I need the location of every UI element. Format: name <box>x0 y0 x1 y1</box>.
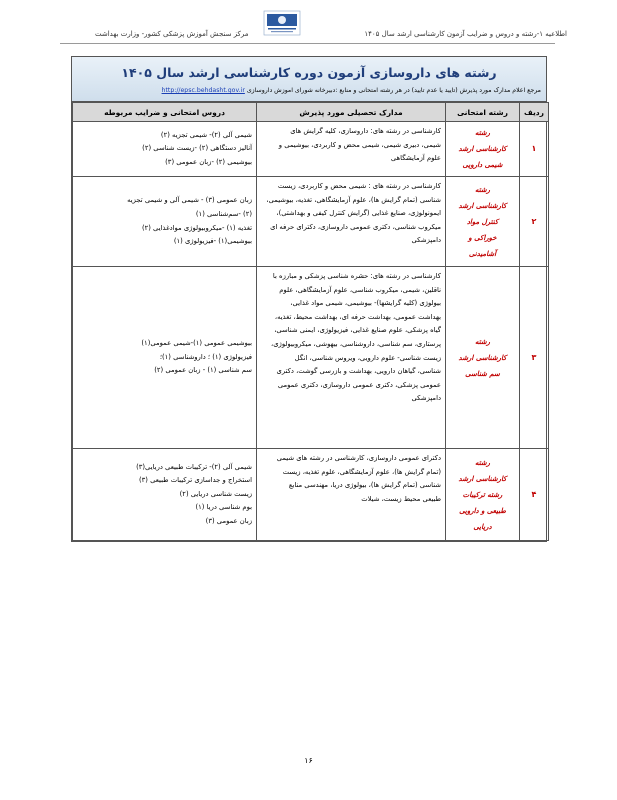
degrees-cell <box>257 267 446 449</box>
courses-line: تغذیه (۱) -میکروبیولوژی موادغذایی (۲) <box>141 223 252 232</box>
field-name-line: کارشناسی ارشد <box>458 145 507 153</box>
courses-cell <box>73 122 257 177</box>
table-banner <box>72 57 546 102</box>
degrees-cell <box>257 177 446 267</box>
row-index: ۴ <box>520 449 549 541</box>
degrees-line: علوم آزمایشگاهی <box>390 154 441 163</box>
header-courses: دروس امتحانی و ضرایب مربوطه <box>73 103 257 122</box>
row-index: ۳ <box>520 267 549 449</box>
field-name-cell <box>446 449 520 541</box>
field-name-line: رشته ترکیبات <box>462 490 503 499</box>
field-name-line: کارشناسی ارشد <box>458 474 507 483</box>
degrees-line: کارشناسی در رشته های: داروسازی، کلیه گرایش های <box>290 127 441 135</box>
degrees-line: کارشناسی در رشته های: حشره شناسی پزشکی و مبارزه با <box>272 272 441 280</box>
fields-table <box>72 102 549 541</box>
field-name-line: رشته <box>474 337 491 346</box>
header-index: ردیف <box>520 103 549 122</box>
courses-line: بیوشیمی(۱) -فیزیولوژی (۱) <box>173 237 252 246</box>
field-name-line: خوراکی و <box>468 233 497 242</box>
degrees-line: شناسی (تمام گرایش ها)، بیولوژی دریا، مهندسی منابع <box>288 481 441 490</box>
table-body <box>73 122 549 541</box>
courses-line: استخراج و جداسازی ترکیبات طبیعی (۳) <box>138 476 252 485</box>
reference-note-text: مرجع اعلام مدارک مورد پذیرش (تایید یا عدم تایید) در هر رشته امتحانی و منابع :دبیرخانه شورای آموزش داروسازی <box>246 87 541 94</box>
degrees-line: بهداشت عمومی، بهداشت حرفه ای، بهداشت محیط، تغذیه، <box>274 312 441 321</box>
field-name-line: شیمی دارویی <box>462 161 503 169</box>
table-row <box>73 449 549 541</box>
table-title: رشته های داروسازی آزمون دوره کارشناسی ارشد سال ۱۴۰۵ <box>121 65 497 80</box>
degrees-cell <box>257 449 446 541</box>
degrees-line: شیمی، دبیری شیمی، شیمی محض و کاربردی، بیوشیمی و <box>278 140 441 149</box>
reference-url-link[interactable]: http://epsc.behdasht.gov.ir <box>161 87 245 94</box>
field-name-cell <box>446 177 520 267</box>
courses-line: شیمی آلی (۲)- ترکیبات طبیعی دریایی(۳) <box>136 462 252 471</box>
table-header-row <box>73 103 549 122</box>
page-header <box>40 10 575 40</box>
courses-line: زبان عمومی (۳) <box>205 516 252 525</box>
field-name-line: رشته <box>474 129 491 137</box>
degrees-line: دامپزشکی <box>411 236 441 245</box>
degrees-line: شناسی (تمام گرایش ها)، علوم آزمایشگاهی، تغذیه، بیوشیمی، <box>266 195 441 204</box>
courses-line: فیزیولوژی (۱) ؛ داروشناسی (۱)؛ <box>159 352 252 361</box>
degrees-line: (تمام گرایش ها)، علوم آزمایشگاهی، علوم تغذیه، زیست <box>282 467 441 476</box>
field-name-line: دریایی <box>473 522 492 531</box>
header-field: رشته امتحانی <box>446 103 520 122</box>
courses-line: شیمی آلی (۲)- شیمی تجزیه (۲) <box>160 130 252 139</box>
degrees-cell <box>257 122 446 177</box>
field-name-line: رشته <box>474 458 491 467</box>
degrees-line: طبیعی محیط زیست، شیلات <box>361 494 441 503</box>
table-row <box>73 267 549 449</box>
field-name-line: کنترل مواد <box>466 217 499 226</box>
field-name-line: کارشناسی ارشد <box>458 201 507 210</box>
table-row <box>73 177 549 267</box>
courses-line: (۲) -سم‌شناسی (۱) <box>195 209 252 218</box>
degrees-line: دامپزشکی <box>411 394 441 403</box>
field-name-line: کارشناسی ارشد <box>458 353 507 362</box>
degrees-line: میکروب شناسی، دکتری عمومی داروسازی، دکترای حرفه ای <box>270 222 441 231</box>
field-name-cell <box>446 267 520 449</box>
header-degrees: مدارک تحصیلی مورد پذیرش <box>257 103 446 122</box>
header-left-text: مرکز سنجش آموزش پزشکی کشور- وزارت بهداشت <box>95 30 249 38</box>
field-name-line: سم شناسی <box>465 369 500 378</box>
courses-line: بیوشیمی عمومی (۱)-شیمی عمومی(۱) <box>141 339 252 348</box>
courses-line: آنالیز دستگاهی (۲) -زیست شناسی (۲) <box>142 144 252 153</box>
degrees-line: شناسی، گیاهان دارویی، بهداشت و بازرسی گوشت، دکتری <box>276 367 441 376</box>
pharmacy-fields-table-container <box>71 56 547 542</box>
field-name-line: آشامیدنی <box>468 249 497 258</box>
courses-line: بیوشیمی (۲) -زبان عمومی (۳) <box>165 157 252 166</box>
courses-line: زیست شناسی دریایی (۲) <box>179 489 252 498</box>
header-divider <box>60 43 555 44</box>
page-number: ۱۶ <box>304 756 313 765</box>
degrees-line: بیولوژی (کلیه گرایشها)- بیوشیمی، شیمی مواد غذایی، <box>290 299 441 308</box>
courses-cell <box>73 449 257 541</box>
row-index: ۲ <box>520 177 549 267</box>
degrees-line: ایمونولوژی، صنایع غذایی (گرایش کنترل کیفی و بهداشتی)، <box>276 209 441 218</box>
field-name-cell <box>446 122 520 177</box>
field-name-line: رشته <box>474 185 491 194</box>
field-name-line: طبیعی و دارویی <box>459 506 506 515</box>
degrees-line: دکترای عمومی داروسازی، کارشناسی در رشته های شیمی <box>276 454 441 462</box>
courses-cell <box>73 267 257 449</box>
ministry-logo-icon <box>262 10 302 36</box>
degrees-line: پرستاری، سم شناسی، داروشناسی، بیهوشی، میکروبیولوژی، <box>271 339 441 348</box>
row-index: ۱ <box>520 122 549 177</box>
courses-line: زبان عمومی (۳) - شیمی آلی و شیمی تجزیه <box>127 196 252 205</box>
degrees-line: ناقلین، شیمی، میکروب شناسی، علوم آزمایشگاهی، علوم <box>279 285 441 294</box>
degrees-line: کارشناسی در رشته های : شیمی محض و کاربردی، زیست <box>277 182 441 190</box>
reference-note <box>77 87 541 94</box>
courses-line: بوم شناسی دریا (۱) <box>195 503 252 512</box>
degrees-line: زیست شناسی- علوم دارویی، ویروس شناسی، انگل <box>294 353 441 362</box>
table-row <box>73 122 549 177</box>
degrees-line: عمومی پزشکی، دکتری عمومی داروسازی، دکتری عمومی <box>277 380 441 389</box>
courses-cell <box>73 177 257 267</box>
header-right-text: اطلاعیه ۱-رشته و دروس و ضرایب آزمون کارشناسی ارشد سال ۱۴۰۵ <box>364 30 567 38</box>
courses-line: سم شناسی (۱) - زبان عمومی (۲) <box>154 366 252 375</box>
degrees-line: گیاه پزشکی، علوم صنایع غذایی، فیزیولوژی، ایمنی شناسی، <box>274 326 441 335</box>
